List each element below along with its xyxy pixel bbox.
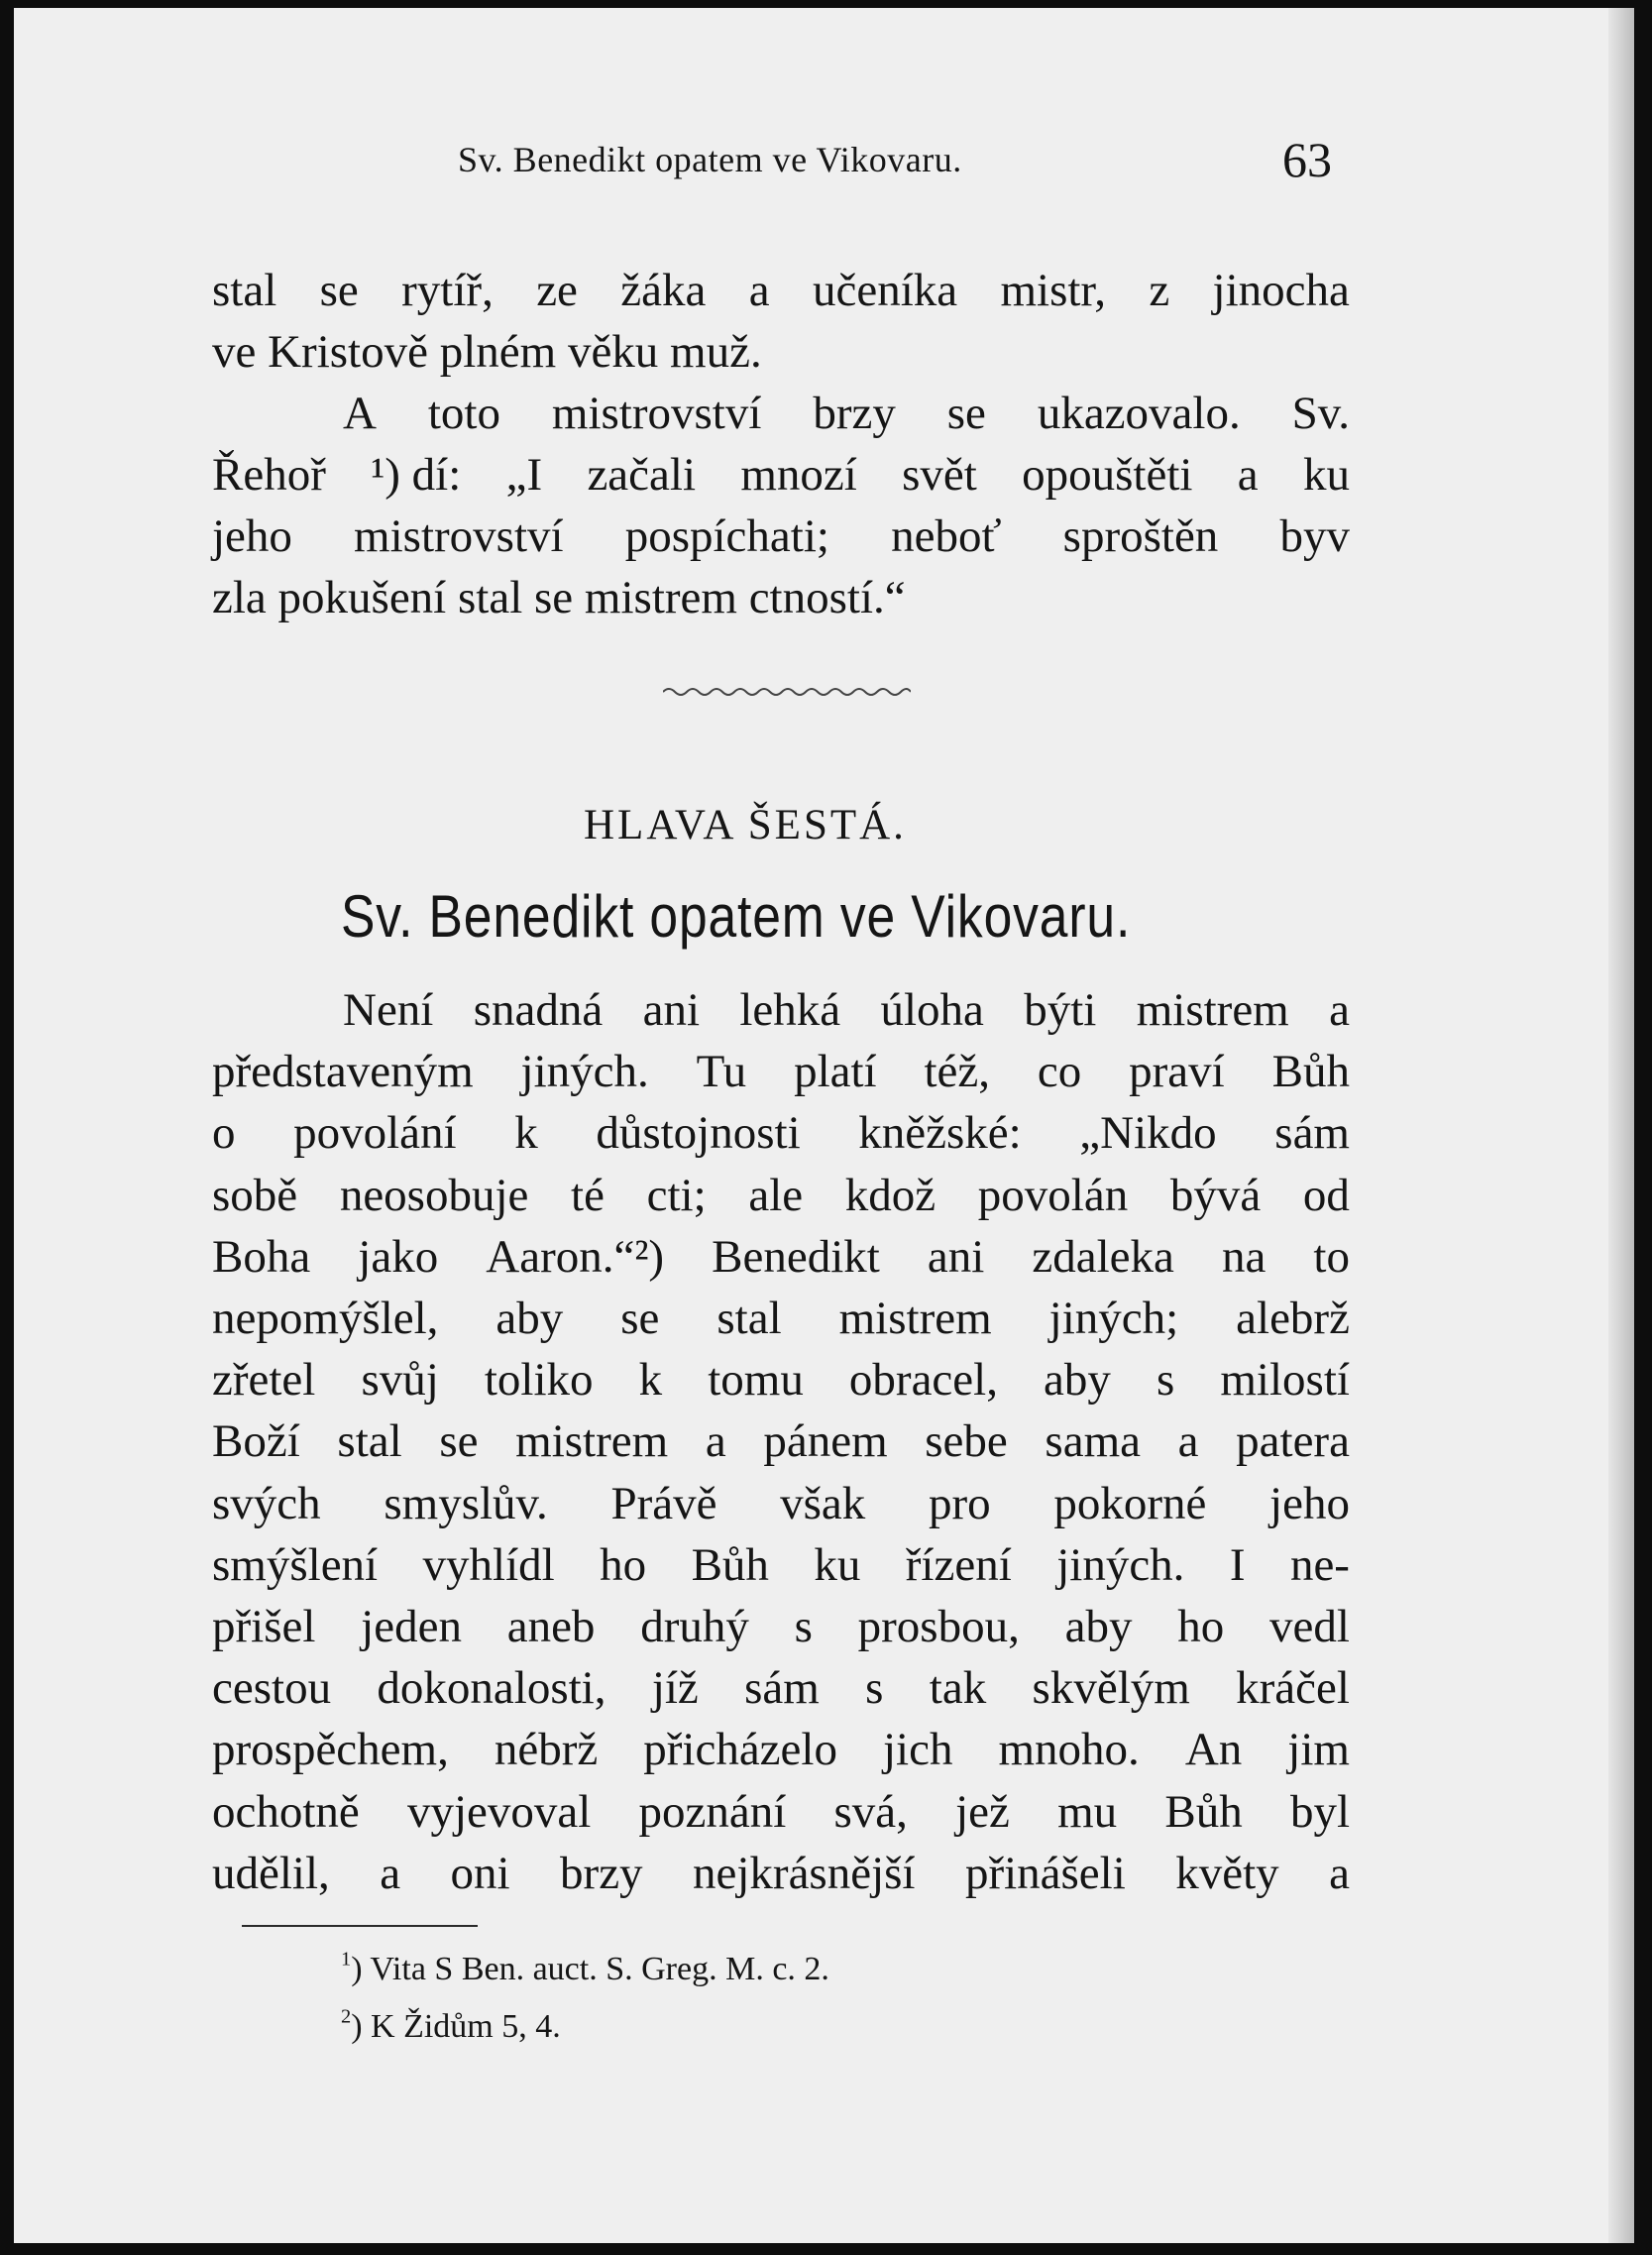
word: ochotně xyxy=(212,1785,360,1838)
word: sobě xyxy=(212,1169,298,1221)
text-line xyxy=(212,449,1350,501)
word: té xyxy=(571,1169,605,1221)
word: od xyxy=(1302,1169,1350,1221)
word: toliko xyxy=(484,1354,594,1407)
word: ¹) dí: xyxy=(371,449,462,501)
word: řízení xyxy=(905,1538,1012,1591)
word: opouštěti xyxy=(1022,449,1193,501)
word: s xyxy=(1156,1354,1175,1407)
word: ku xyxy=(1302,449,1350,501)
word: povolán xyxy=(977,1169,1129,1221)
text-line xyxy=(212,1477,1350,1529)
word: jinocha xyxy=(1212,265,1350,316)
word: to xyxy=(1313,1230,1350,1283)
word: přinášeli xyxy=(964,1847,1126,1899)
word: nejkrásnější xyxy=(693,1847,916,1899)
word: vyhlídl xyxy=(422,1538,555,1591)
word: jiných. xyxy=(1056,1538,1185,1591)
word: ale xyxy=(748,1169,804,1221)
word: květy xyxy=(1175,1847,1279,1899)
word: Sv. xyxy=(1291,388,1350,439)
text-line xyxy=(212,1046,1350,1098)
word: prospěchem, xyxy=(212,1724,449,1776)
word: jiných. xyxy=(520,1046,649,1098)
word: aby xyxy=(496,1293,564,1344)
word: ho xyxy=(1177,1601,1225,1652)
text-line xyxy=(343,984,1350,1036)
word: důstojnosti xyxy=(596,1107,801,1160)
word: jeden xyxy=(361,1601,462,1652)
word: ze xyxy=(536,265,578,316)
text-line xyxy=(212,1169,1350,1221)
word: představeným xyxy=(212,1046,474,1098)
word: tomu xyxy=(708,1354,804,1407)
word: nepomýšlel, xyxy=(212,1293,439,1344)
word: učeníka xyxy=(812,265,958,316)
word: Není xyxy=(343,984,434,1036)
word: svých xyxy=(212,1477,321,1529)
word: snadná xyxy=(473,984,604,1036)
word: svět xyxy=(902,449,977,501)
word: sama xyxy=(1045,1415,1141,1468)
text-line xyxy=(212,1785,1350,1838)
word: ukazovalo. xyxy=(1037,388,1241,439)
word: praví xyxy=(1129,1046,1225,1098)
text-line xyxy=(212,1354,1350,1407)
word: milostí xyxy=(1220,1354,1350,1407)
word: a xyxy=(1177,1415,1199,1468)
footnote-text: Vita S Ben. auct. S. Greg. M. c. 2. xyxy=(370,1951,829,1987)
word: Boží xyxy=(212,1415,300,1468)
word: cti; xyxy=(646,1169,707,1221)
text-line xyxy=(212,1662,1350,1715)
word: dokonalosti, xyxy=(377,1662,606,1715)
word: „Nikdo xyxy=(1079,1107,1217,1160)
text-line xyxy=(212,510,1350,562)
word: mistrem xyxy=(515,1415,669,1468)
footnote-text: K Židům 5, 4. xyxy=(371,2008,561,2045)
word: mu xyxy=(1057,1785,1118,1838)
word: vyjevoval xyxy=(406,1785,592,1838)
text-line xyxy=(212,1107,1350,1160)
word: skvělým xyxy=(1032,1662,1190,1715)
chapter-title: Sv. Benedikt opatem ve Vikovaru. xyxy=(341,883,1132,950)
word: jako xyxy=(358,1230,439,1283)
word: co xyxy=(1037,1046,1082,1098)
word: Právě xyxy=(610,1477,717,1529)
word: zla pokušení stal se mistrem ctností.“ xyxy=(212,572,906,623)
word: kdož xyxy=(844,1169,936,1221)
word: k xyxy=(514,1107,538,1160)
word: ku xyxy=(814,1538,861,1591)
word: jich xyxy=(882,1724,953,1776)
word: jeho xyxy=(212,510,292,562)
word: pokorné xyxy=(1053,1477,1207,1529)
word: mistrovství xyxy=(551,388,762,439)
word: pospíchati; xyxy=(624,510,829,562)
word: úloha xyxy=(880,984,984,1036)
text-line xyxy=(212,572,906,623)
word: žáka xyxy=(620,265,707,316)
word: mistrem xyxy=(838,1293,992,1344)
word: zřetel xyxy=(212,1354,316,1407)
word: a xyxy=(380,1847,401,1899)
word: cestou xyxy=(212,1662,332,1715)
word: toto xyxy=(427,388,500,439)
word: Řehoř xyxy=(212,449,326,501)
page-number: 63 xyxy=(1282,132,1332,187)
word: mnozí xyxy=(740,449,857,501)
word: ne- xyxy=(1289,1538,1350,1591)
footnote-2: $^2$) K Židům 5, 4. xyxy=(341,2005,561,2045)
word: pánem xyxy=(763,1415,888,1468)
word: s xyxy=(794,1601,813,1652)
text-line xyxy=(212,1415,1350,1468)
word: vedl xyxy=(1268,1601,1350,1652)
word: též, xyxy=(924,1046,991,1098)
word: sebe xyxy=(925,1415,1008,1468)
word: platí xyxy=(794,1046,877,1098)
word: mistr, xyxy=(1000,265,1106,316)
book-page xyxy=(14,8,1634,2243)
page-edge-shadow xyxy=(1608,8,1634,2243)
word: jim xyxy=(1287,1724,1350,1776)
word: kráčel xyxy=(1236,1662,1350,1715)
text-line xyxy=(212,1293,1350,1344)
word: mnoho. xyxy=(998,1724,1140,1776)
word: stal xyxy=(212,265,277,316)
word: aneb xyxy=(506,1601,596,1652)
word: poznání xyxy=(638,1785,787,1838)
word: stal xyxy=(716,1293,782,1344)
word: neboť xyxy=(891,510,1002,562)
word: udělil, xyxy=(212,1847,330,1899)
word: se xyxy=(439,1415,479,1468)
text-line xyxy=(212,1601,1350,1652)
footnote-1: $^1$) Vita S Ben. auct. S. Greg. M. c. 2. xyxy=(341,1948,829,1987)
word: patera xyxy=(1236,1415,1350,1468)
word: smyslův. xyxy=(384,1477,548,1529)
word: se xyxy=(319,265,359,316)
word: ani xyxy=(642,984,700,1036)
word: ho xyxy=(600,1538,647,1591)
word: přicházelo xyxy=(643,1724,837,1776)
text-line xyxy=(212,1230,1350,1283)
footnote-mark: 2 xyxy=(341,2005,352,2028)
word: se xyxy=(620,1293,660,1344)
word: ani xyxy=(927,1230,985,1283)
word: jeho xyxy=(1269,1477,1350,1529)
word: I xyxy=(1229,1538,1246,1591)
word: neosobuje xyxy=(339,1169,529,1221)
word: oni xyxy=(450,1847,510,1899)
word: bývá xyxy=(1169,1169,1262,1221)
word: začali xyxy=(587,449,696,501)
word: sám xyxy=(1274,1107,1350,1160)
word: a xyxy=(748,265,770,316)
word: býti xyxy=(1024,984,1097,1036)
word: mistrovství xyxy=(354,510,564,562)
word: stal xyxy=(337,1415,402,1468)
word: povolání xyxy=(293,1107,457,1160)
footnote-rule xyxy=(242,1925,478,1927)
word: Bůh xyxy=(1164,1785,1243,1838)
word: k xyxy=(638,1354,663,1407)
ornament-divider xyxy=(663,682,911,702)
word: jíž xyxy=(651,1662,699,1715)
word: sám xyxy=(744,1662,820,1715)
word: pro xyxy=(928,1477,991,1529)
word: s xyxy=(865,1662,884,1715)
word: An xyxy=(1184,1724,1243,1776)
word: však xyxy=(780,1477,866,1529)
word: Benedikt xyxy=(712,1230,880,1283)
text-line xyxy=(212,1847,1350,1899)
chapter-label: HLAVA ŠESTÁ. xyxy=(584,802,907,848)
word: aby xyxy=(1064,1601,1133,1652)
word: rytíř, xyxy=(401,265,494,316)
word: jiných; xyxy=(1048,1293,1179,1344)
word: aby xyxy=(1044,1354,1111,1407)
word: kněžské: xyxy=(858,1107,1022,1160)
word: alebrž xyxy=(1236,1293,1350,1344)
word: svá, xyxy=(833,1785,908,1838)
word: z xyxy=(1149,265,1170,316)
word: smýšlení xyxy=(212,1538,379,1591)
word: přišel xyxy=(212,1601,316,1652)
text-line xyxy=(212,1538,1350,1591)
word: zdaleka xyxy=(1032,1230,1174,1283)
word: a xyxy=(705,1415,726,1468)
word: Boha xyxy=(212,1230,311,1283)
text-line xyxy=(212,326,762,378)
word: druhý xyxy=(640,1601,749,1652)
word: a xyxy=(1237,449,1259,501)
word: lehká xyxy=(739,984,841,1036)
word: sproštěn xyxy=(1062,510,1219,562)
word: byl xyxy=(1289,1785,1350,1838)
footnote-mark: 1 xyxy=(341,1948,352,1971)
word: Tu xyxy=(696,1046,747,1098)
word: byv xyxy=(1279,510,1350,562)
word: brzy xyxy=(813,388,896,439)
word: ve Kristově plném věku muž. xyxy=(212,326,762,378)
word: „I xyxy=(505,449,543,501)
word: Bůh xyxy=(691,1538,769,1591)
word: Bůh xyxy=(1271,1046,1350,1098)
word: o xyxy=(212,1107,236,1160)
running-head: Sv. Benedikt opatem ve Vikovaru. xyxy=(458,140,962,179)
word: a xyxy=(1329,984,1350,1036)
word: obracel, xyxy=(848,1354,998,1407)
word: Aaron.“²) xyxy=(486,1230,665,1283)
text-line xyxy=(343,388,1350,439)
word: mistrem xyxy=(1136,984,1289,1036)
word: svůj xyxy=(361,1354,439,1407)
word: nébrž xyxy=(494,1724,599,1776)
text-line xyxy=(212,265,1350,316)
word: se xyxy=(946,388,986,439)
word: brzy xyxy=(560,1847,643,1899)
word: na xyxy=(1221,1230,1267,1283)
word: jež xyxy=(955,1785,1010,1838)
word: A xyxy=(343,388,377,439)
text-line xyxy=(212,1724,1350,1776)
word: tak xyxy=(929,1662,987,1715)
word: a xyxy=(1329,1847,1350,1899)
word: prosbou, xyxy=(857,1601,1020,1652)
